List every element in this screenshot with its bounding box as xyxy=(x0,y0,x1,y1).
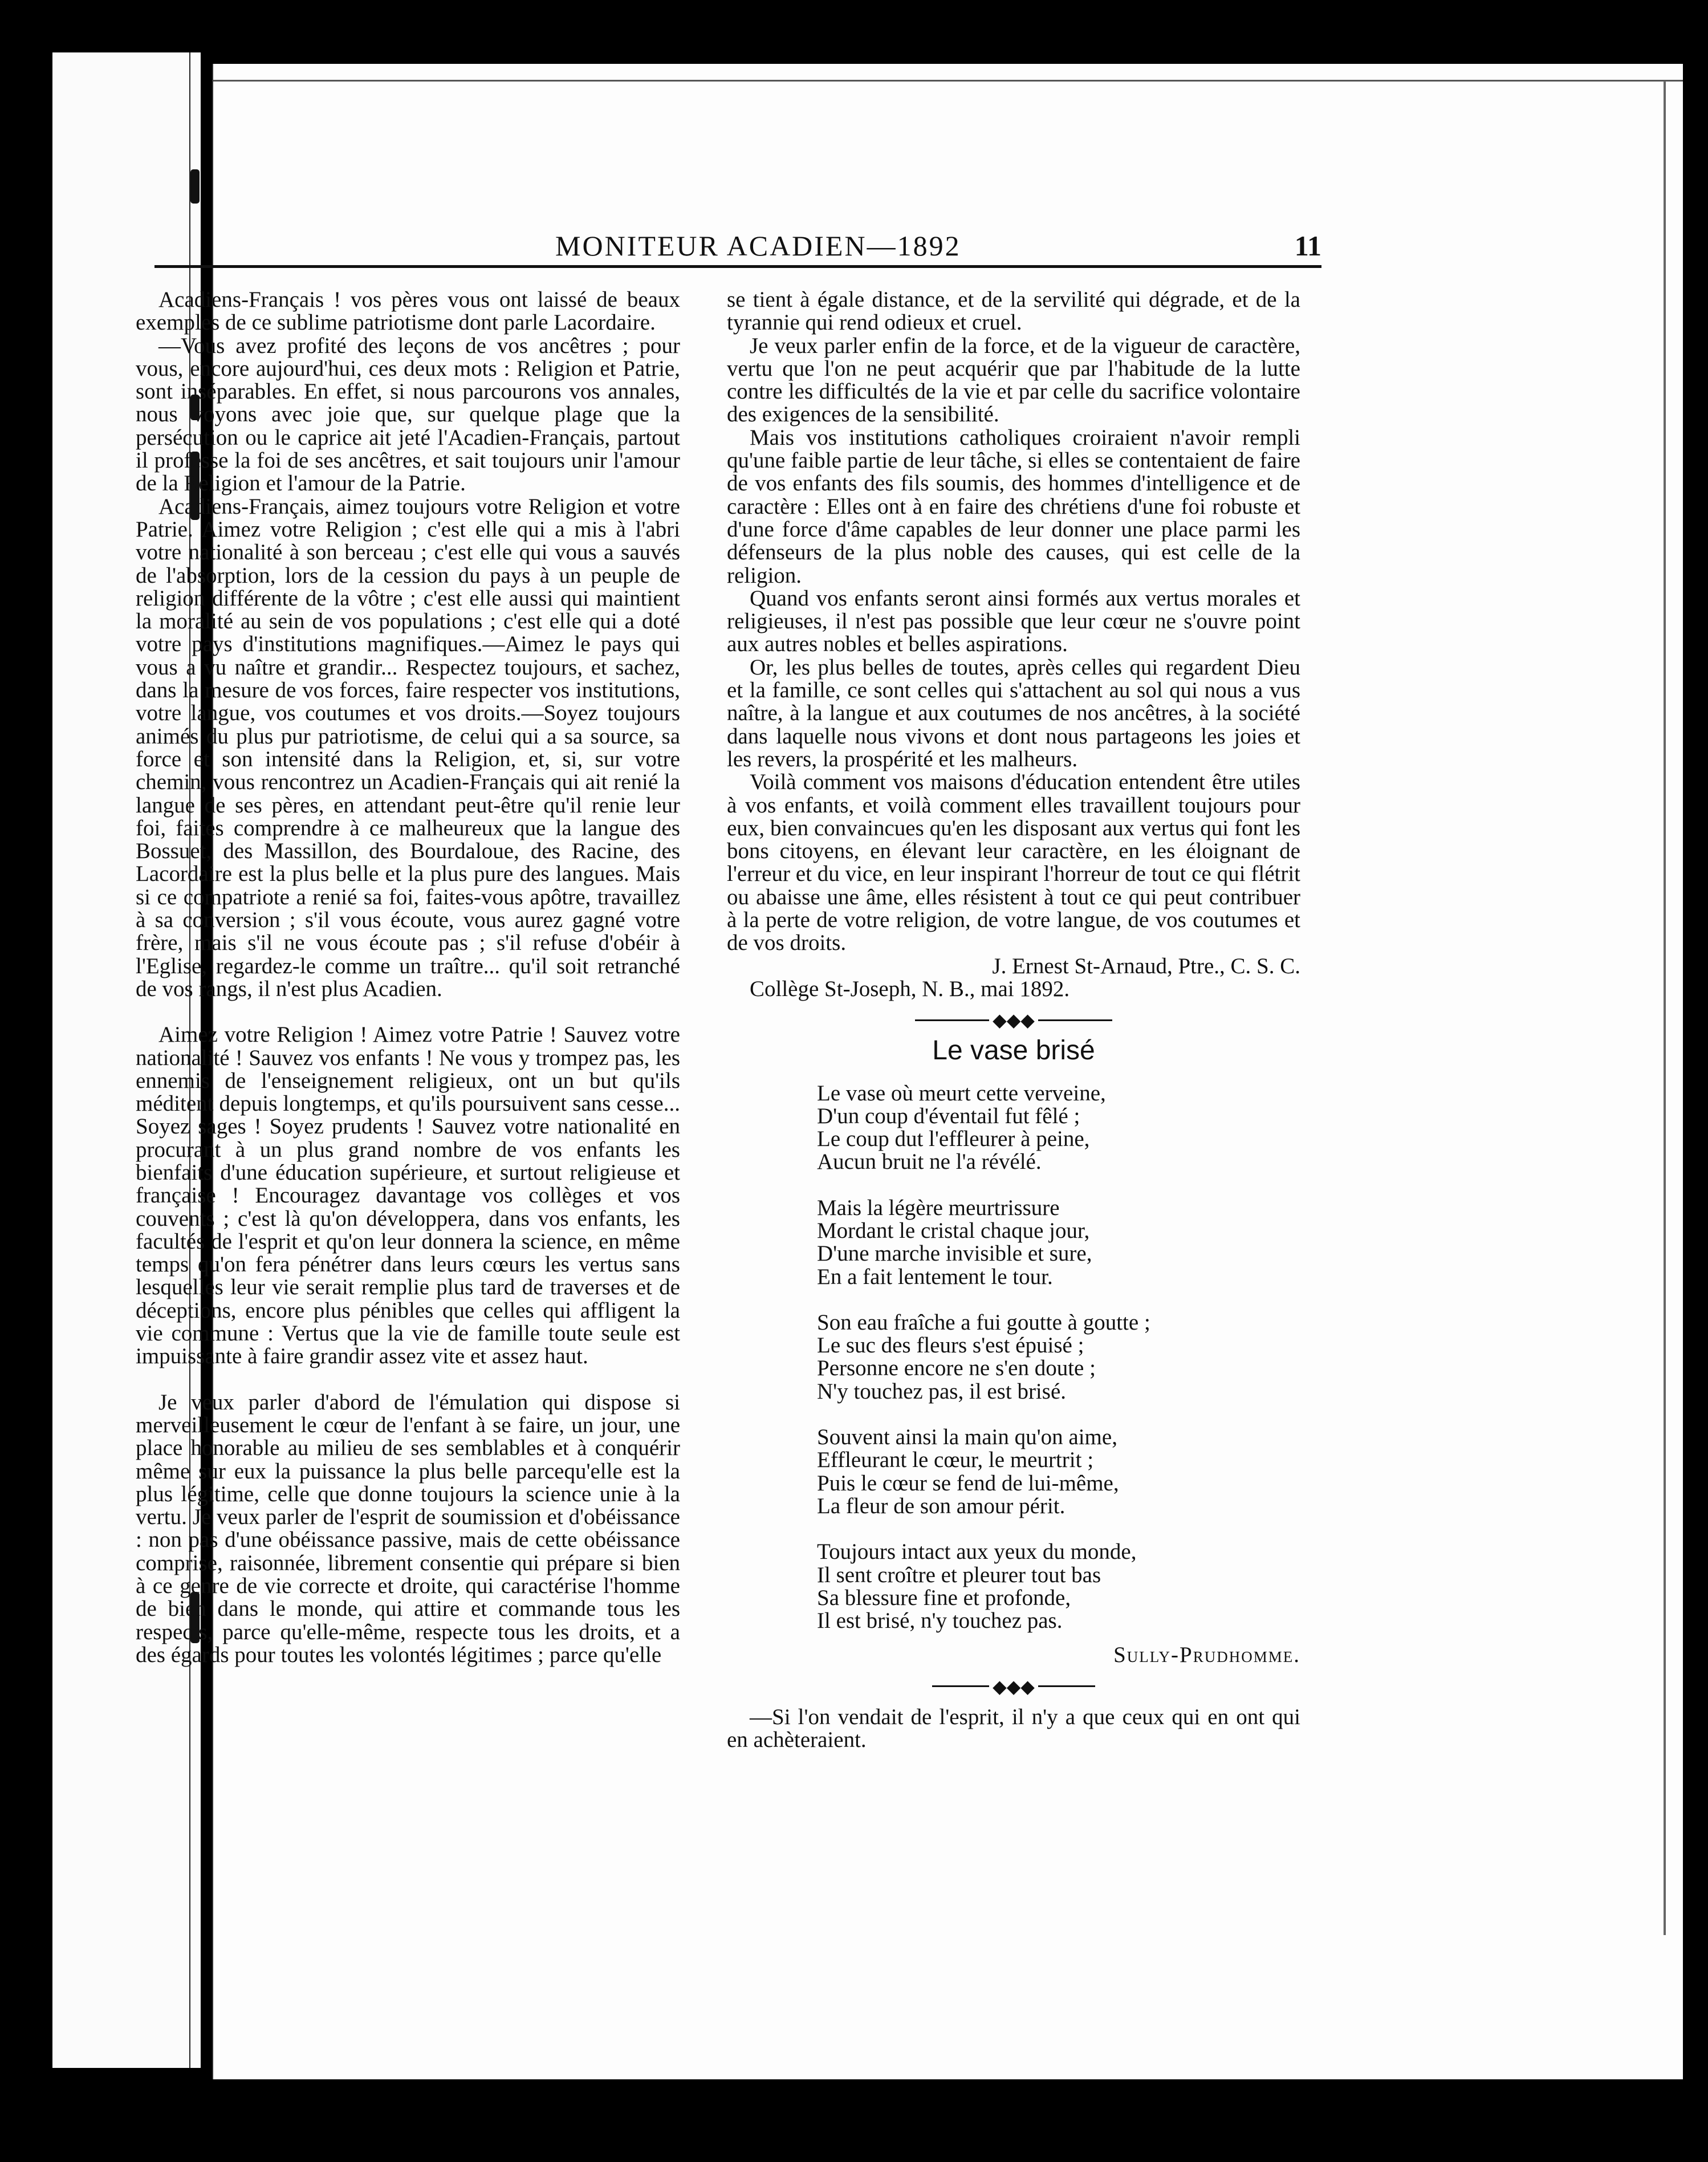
poem-stanza xyxy=(817,1311,1300,1403)
poem-line: Puis le cœur se fend de lui-même, xyxy=(817,1470,1119,1495)
poem-line: Son eau fraîche a fui goutte à goutte ; xyxy=(817,1310,1150,1335)
right-column xyxy=(727,288,1300,1751)
poem-line: Il sent croître et pleurer tout bas xyxy=(817,1562,1101,1587)
poem-line: Le vase où meurt cette verveine, xyxy=(817,1080,1106,1106)
paragraph: Or, les plus belles de toutes, après celles qui regardent Dieu et la famille, ce sont celles qui s'attachent au sol qui nous a vus naître, à la langue et aux coutumes de nos ancêtres, à la société dans laquelle nous vivons et dont nous partageons les joies et les revers, la prospérité et les malheurs. xyxy=(727,655,1300,771)
paragraph: Acadiens-Français ! vos pères vous ont laissé de beaux exemples de ce sublime patriotisme dont parle Lacordaire. xyxy=(136,287,680,335)
place-date: Collège St-Joseph, N. B., mai 1892. xyxy=(750,976,1070,1001)
poem-line: Mordant le cristal chaque jour, xyxy=(817,1218,1090,1243)
poem xyxy=(817,1082,1300,1633)
poem-line: N'y touchez pas, il est brisé. xyxy=(817,1379,1066,1404)
paragraph: Je veux parler enfin de la force, et de la vigueur de caractère, vertu que l'on ne peut acquérir que par l'habitude de la lutte contre les difficultés de la vie et par celle du sacrifice volontaire des exigences de la sensibilité. xyxy=(727,333,1300,427)
poem-author: Sully-Prudhomme. xyxy=(1113,1643,1300,1668)
header-rule xyxy=(154,265,1321,268)
running-title: MONITEUR ACADIEN—1892 xyxy=(555,230,961,262)
running-header xyxy=(154,222,1321,268)
poem-line: Effleurant le cœur, le meurtrit ; xyxy=(817,1448,1094,1473)
poem-line: Le coup dut l'effleurer à peine, xyxy=(817,1127,1090,1152)
poem-stanza xyxy=(817,1541,1300,1632)
poem-line: D'une marche invisible et sure, xyxy=(817,1241,1092,1266)
page-number: 11 xyxy=(1294,230,1321,262)
poem-line: Personne encore ne s'en doute ; xyxy=(817,1356,1096,1381)
paragraph: Je veux parler d'abord de l'émulation qui dispose si merveilleusement le cœur de l'enfant à se faire, un jour, une place honorable au milieu de ses semblables et à conquérir même sur eux la puissance la plus belle parcequ'elle est la plus légitime, celle que donne toujours la science unie à la vertu. Je veux parler de l'esprit de soumission et d'obéissance : non pas d'une obéissance passive, mais de cette obéissance comprise, raisonnée, librement consentie qui prépare si bien à ce genre de vie correcte et droite, qui caractérise l'homme de bien dans le monde, qui attire et commande tous les respects, parce qu'elle-même, respecte tous les droits, et a des égards pour toutes les volontés légitimes ; parce qu'elle xyxy=(136,1389,680,1667)
poem-line: Souvent ainsi la main qu'on aime, xyxy=(817,1425,1117,1450)
poem-stanza xyxy=(817,1426,1300,1518)
poem-line: Toujours intact aux yeux du monde, xyxy=(817,1539,1137,1564)
paragraph: —Vous avez profité des leçons de vos ancêtres ; pour vous, encore aujourd'hui, ces deux mots : Religion et Patrie, sont inséparables. En effet, si nous parcourons vos annales, nous voyons avec joie que, sur quelque plage que la persécution ou le caprice ait jeté l'Acadien-Français, partout il professe la foi de ses ancêtres, et sait toujours unir l'amour de la Religion et l'amour de la Patrie. xyxy=(136,333,680,496)
paragraph: Acadiens-Français, aimez toujours votre Religion et votre Patrie. Aimez votre Religion ; c'est elle qui a mis à l'abri votre nationalité à son berceau ; c'est elle qui vous a sauvés de l'absorption, lors de la cession du pays à un peuple de religion différente de la vôtre ; c'est elle aussi qui maintient la moralité au sein de vos populations ; c'est elle qui a doté votre pays d'institutions magnifiques.—Aimez le pays qui vous a vu naître et grandir... Respectez toujours, et sachez, dans la mesure de vos forces, faire respecter vos institutions, votre langue, vos coutumes et vos droits.—Soyez toujours animés du plus pur patriotisme, de celui qui a sa source, sa force et son intensité dans la Religion, et, si, sur votre chemin, vous rencontrez un Acadien-Français qui ait renié la langue de ses pères, en attendant peut-être qu'il renie leur foi, faites comprendre à ce malheureux que la langue des Bossuet, des Massillon, des Bourdaloue, des Racine, des Lacordaire est la plus belle et la plus pure des langues. Mais si ce compatriote a renié sa foi, faites-vous apôtre, travaillez à sa conversion ; s'il vous écoute, vous aurez gagné votre frère, mais s'il ne vous écoute pas ; s'il refuse d'obéir à l'Eglise, regardez-le comme un traître... qu'il soit retranché de vos rangs, il n'est plus Acadien. xyxy=(136,494,680,1001)
poem-line: Mais la légère meurtrissure xyxy=(817,1195,1060,1220)
separator-ornament: ◆◆◆ xyxy=(727,1011,1300,1029)
closing-quip: —Si l'on vendait de l'esprit, il n'y a que ceux qui en ont qui en achèteraient. xyxy=(727,1704,1300,1753)
poem-line: Il est brisé, n'y touchez pas. xyxy=(817,1608,1063,1633)
poem-line: En a fait lentement le tour. xyxy=(817,1264,1053,1289)
poem-line: Sa blessure fine et profonde, xyxy=(817,1585,1071,1610)
poem-line: D'un coup d'éventail fut fêlé ; xyxy=(817,1103,1080,1128)
left-column xyxy=(136,288,680,1667)
paragraph: Mais vos institutions catholiques croiraient n'avoir rempli qu'une faible partie de leur tâche, si elles se contentaient de faire de vos enfants des fils soumis, des hommes d'intelligence et de caractère : Elles ont à en faire des chrétiens d'une foi robuste et d'une force d'âme capables de leur donner une place parmi les défenseurs de la plus noble des causes, qui est celle de la religion. xyxy=(727,425,1300,588)
signature: J. Ernest St-Arnaud, Ptre., C. S. C. xyxy=(992,953,1300,978)
paragraph: Quand vos enfants seront ainsi formés aux vertus morales et religieuses, il n'est pas possible que leur cœur ne s'ouvre point aux autres nobles et belles aspirations. xyxy=(727,586,1300,657)
poem-stanza xyxy=(817,1197,1300,1289)
poem-line: La fleur de son amour périt. xyxy=(817,1493,1066,1518)
paragraph: Aimez votre Religion ! Aimez votre Patrie ! Sauvez votre nationalité ! Sauvez vos enfants ! Ne vous y trompez pas, les ennemis de l'enseignement religieux, ont un but qu'ils méditent depuis longtemps, et qu'ils poursuivent sans cesse... Soyez sages ! Soyez prudents ! Sauvez votre nationalité en procurant à un plus grand nombre de vos enfants les bienfaits d'une éducation supérieure, et surtout religieuse et française ! Encouragez davantage vos collèges et vos couvents ; c'est là qu'on développera, dans vos enfants, les facultés de l'esprit et qu'on leur donnera la science, en même temps qu'on fera pénétrer dans leurs cœurs les vertus sans lesquelles leur vie serait remplie plus tard de traverses et de déceptions, encore plus pénibles que celles qui affligent la vie commune : Vertus que la vie de famille toute seule est impuissante à faire grandir assez vite et assez haut. xyxy=(136,1022,680,1369)
separator-ornament: ◆◆◆ xyxy=(727,1677,1300,1696)
paragraph: se tient à égale distance, et de la servilité qui dégrade, et de la tyrannie qui rend odieux et cruel. xyxy=(727,287,1300,335)
poem-line: Le suc des fleurs s'est épuisé ; xyxy=(817,1333,1084,1358)
paragraph: Voilà comment vos maisons d'éducation entendent être utiles à vos enfants, et voilà comment elles travaillent toujours pour eux, bien convaincues qu'en les disposant aux vertus qui font les bons citoyens, en élevant leur caractère, en les éloignant de l'erreur et du vice, en leur inspirant l'horreur de tout ce qui flétrit ou abaisse une âme, elles résistent à tout ce qui peut contribuer à la perte de votre religion, de votre langue, de vos coutumes et de vos droits. xyxy=(727,770,1300,956)
poem-stanza xyxy=(817,1082,1300,1174)
poem-line: Aucun bruit ne l'a révélé. xyxy=(817,1149,1042,1175)
poem-title: Le vase brisé xyxy=(932,1035,1095,1066)
